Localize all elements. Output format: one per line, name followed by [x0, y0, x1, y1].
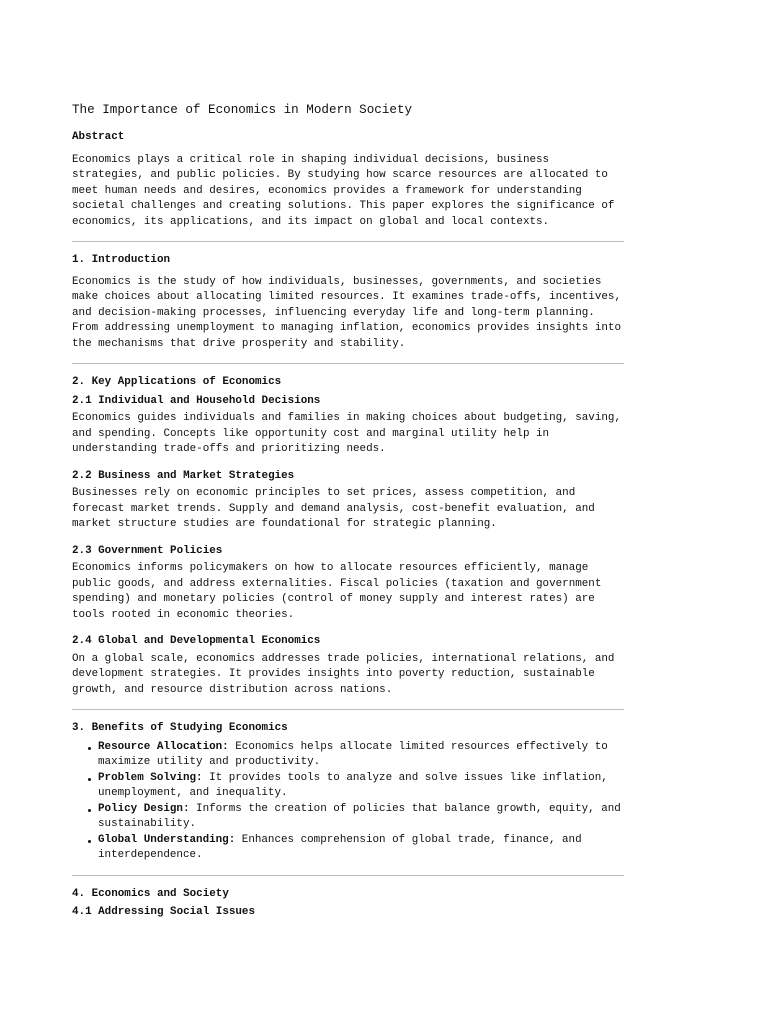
paper-body: [72, 100, 624, 921]
abstract-text: Economics plays a critical role in shaping individual decisions, business strategies, and public policies. By studying how scarce resources are allocated to meet human needs and desires, economics provides a framework for understanding societal challenges and creating solutions. This paper explores the significance of economics, its applications, and its impact on global and local contexts.: [72, 153, 615, 228]
section-divider: [72, 241, 624, 242]
list-item-text: It provides tools to analyze and solve issues like inflation, unemployment, and inequality.: [98, 771, 608, 799]
list-item-term: Resource Allocation:: [98, 740, 229, 753]
paper-title: The Importance of Economics in Modern Society: [72, 103, 413, 117]
subsection-2-1: [72, 394, 624, 458]
section-divider: [72, 363, 624, 364]
society-section: [72, 887, 624, 921]
list-item: [98, 833, 624, 864]
section-divider: [72, 709, 624, 710]
list-item-text: Enhances comprehension of global trade, finance, and interdependence.: [98, 833, 582, 861]
abstract-heading: Abstract: [72, 131, 125, 143]
list-item-term: Global Understanding:: [98, 833, 236, 846]
subsection-2-2: [72, 469, 624, 533]
benefits-heading: 3. Benefits of Studying Economics: [72, 722, 288, 734]
subsection-text: On a global scale, economics addresses trade policies, international relations, and development strategies. It provides insights into poverty reduction, sustainable growth, and resource distribution across nations.: [72, 652, 615, 696]
abstract-section: [72, 130, 624, 230]
subsection-heading: 2.4 Global and Developmental Economics: [72, 635, 321, 647]
society-heading: 4. Economics and Society: [72, 887, 229, 900]
subsection-2-4: [72, 634, 624, 698]
section-divider: [72, 875, 624, 876]
subsection-text: Economics informs policymakers on how to allocate resources efficiently, manage public goods, and address externalities. Fiscal policies (taxation and government spending) and monetary policies (control of money supply and interest rates) are tools rooted in economic theories.: [72, 562, 602, 621]
applications-section: [72, 375, 624, 698]
subsection-heading: 2.1 Individual and Household Decisions: [72, 394, 321, 407]
applications-heading: 2. Key Applications of Economics: [72, 376, 282, 388]
introduction-heading: 1. Introduction: [72, 254, 171, 266]
subsection-text: Businesses rely on economic principles to set prices, assess competition, and forecast market trends. Supply and demand analysis, cost-benefit evaluation, and market structure studies are foundational for strategic planning.: [72, 487, 595, 530]
list-item-term: Problem Solving:: [98, 771, 203, 784]
list-item: [98, 771, 624, 802]
list-item-text: Economics helps allocate limited resources effectively to maximize utility and productivity.: [98, 740, 608, 768]
subsection-heading: 2.2 Business and Market Strategies: [72, 469, 295, 482]
list-item: [98, 740, 624, 771]
introduction-section: [72, 253, 624, 352]
benefits-list: [72, 740, 624, 864]
subsection-2-3: [72, 544, 624, 624]
benefits-section: [72, 721, 624, 864]
list-item: [98, 802, 624, 833]
list-item-text: Informs the creation of policies that balance growth, equity, and sustainability.: [98, 802, 621, 830]
subsection-heading: 2.3 Government Policies: [72, 544, 223, 557]
list-item-term: Policy Design:: [98, 802, 190, 815]
subsection-text: Economics guides individuals and families in making choices about budgeting, saving, and spending. Concepts like opportunity cost and marginal utility help in understanding trade-offs and prioritizing needs.: [72, 412, 621, 455]
subsection-heading: 4.1 Addressing Social Issues: [72, 906, 255, 918]
subsection-4-1: [72, 905, 624, 921]
introduction-text: Economics is the study of how individuals, businesses, governments, and societies make choices about allocating limited resources. It examines trade-offs, incentives, and decision-making processes, influencing everyday life and long-term planning. From addressing unemployment to managing inflation, economics provides insights into the mechanisms that drive prosperity and stability.: [72, 275, 621, 350]
